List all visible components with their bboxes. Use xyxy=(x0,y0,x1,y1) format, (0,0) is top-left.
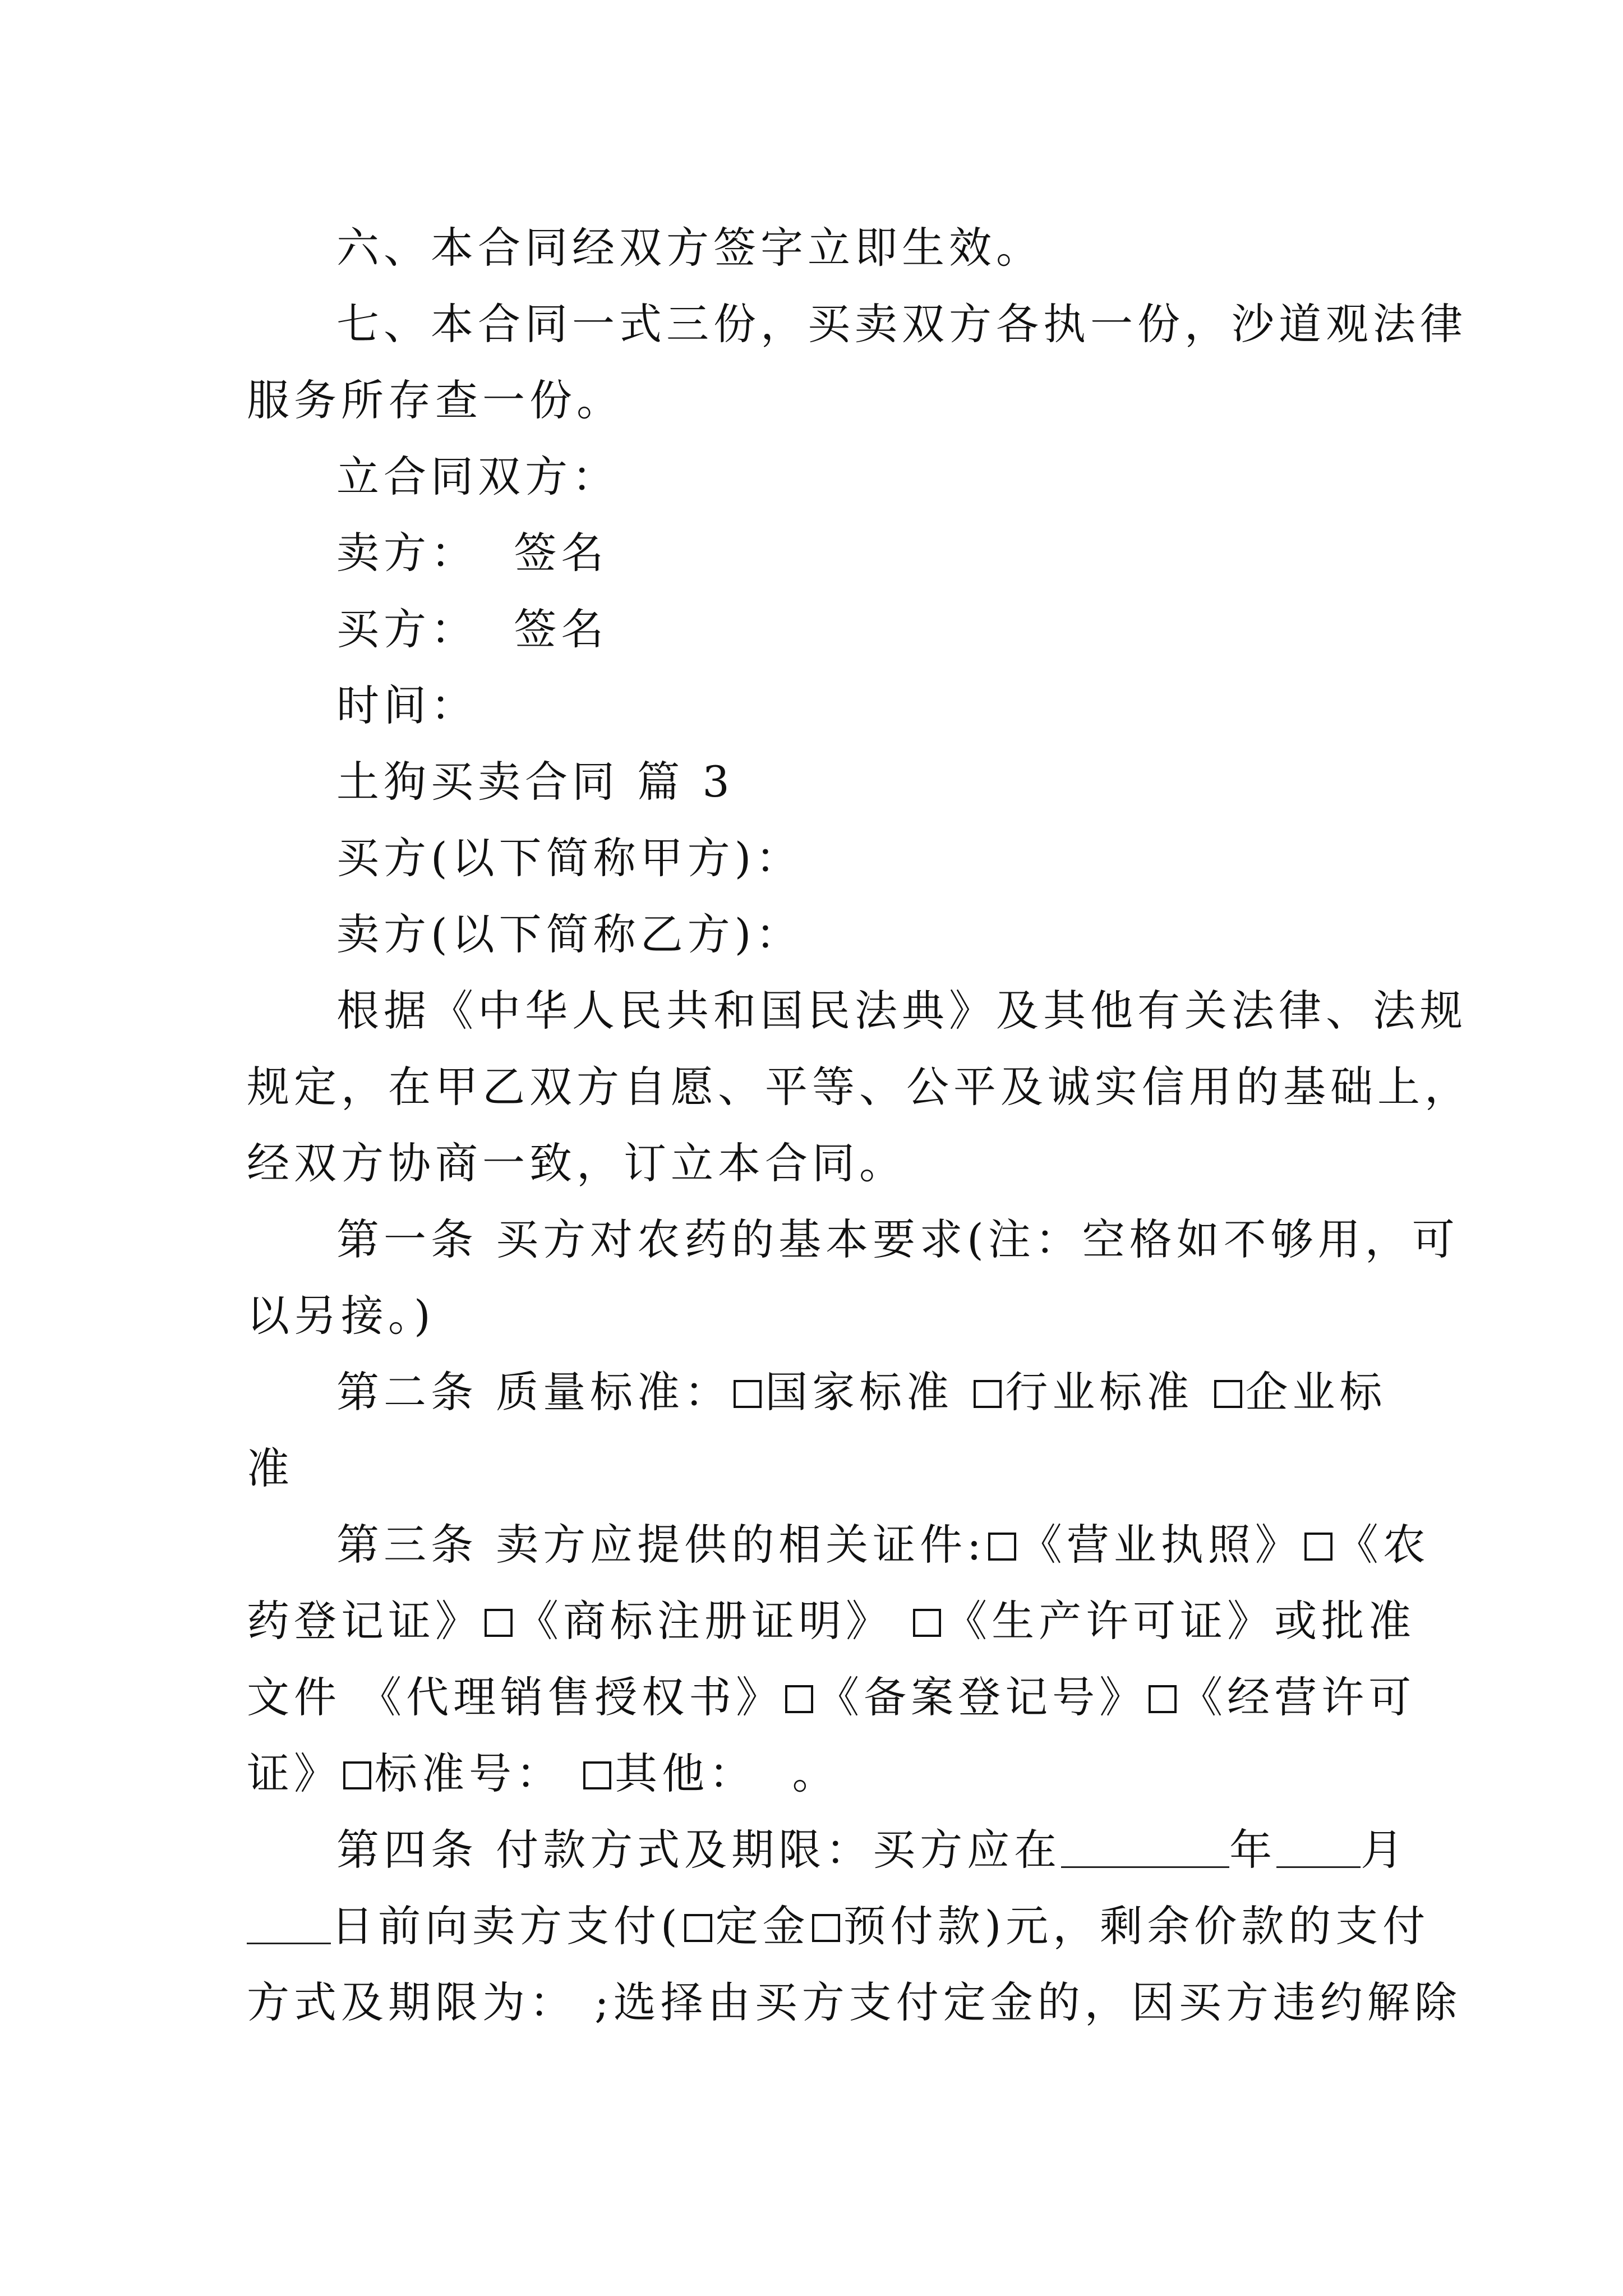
doc-pesticide-registration-end: 药登记证》 xyxy=(247,1596,482,1646)
article-three-line-2 xyxy=(247,1583,1623,1659)
article-three-line-4 xyxy=(247,1736,1623,1812)
month-label: 月 xyxy=(1361,1825,1408,1875)
article-four-line-1 xyxy=(247,1812,1623,1888)
clause-seven-line-2: 服务所存查一份。 xyxy=(247,375,624,425)
doc-other: 其他： 。 xyxy=(615,1749,840,1798)
option-national-standard: 国家标准 xyxy=(765,1367,972,1417)
article-three-line-1 xyxy=(247,1507,1623,1583)
option-enterprise-standard: 企业标 xyxy=(1245,1367,1387,1417)
buyer-party-line: 买方(以下简称甲方)： xyxy=(336,833,803,883)
month-blank xyxy=(1276,1830,1361,1868)
doc-filing-number: 《备案登记号》 xyxy=(817,1672,1147,1722)
seller-signature-line: 卖方： 签名 xyxy=(336,528,608,578)
doc-production-license: 《生产许可证》或批准 xyxy=(944,1596,1416,1646)
checkbox-icon xyxy=(1304,1533,1332,1561)
doc-trademark-certificate: 《商标注册证明》 xyxy=(516,1596,911,1646)
article-two-line-1 xyxy=(247,1354,1623,1430)
checkbox-icon xyxy=(485,1609,513,1637)
checkbox-icon xyxy=(1149,1685,1177,1713)
clause-seven-line-1: 七、本合同一式三份，买卖双方各执一份，沙道观法律 xyxy=(336,299,1467,349)
option-advance-payment: 预付款)元，剩余价款的支付 xyxy=(843,1901,1430,1951)
checkbox-icon xyxy=(1214,1380,1242,1408)
option-deposit: 定金 xyxy=(715,1901,810,1951)
day-label: 日前向卖方支付( xyxy=(331,1901,682,1951)
preamble-line-1: 根据《中华人民共和国民法典》及其他有关法律、法规 xyxy=(336,986,1467,1036)
doc-business-permit-start: 《经营许可 xyxy=(1180,1672,1416,1722)
clause-six: 六、本合同经双方签字立即生效。 xyxy=(336,223,1043,273)
preamble-line-3: 经双方协商一致，订立本合同。 xyxy=(247,1138,906,1188)
article-one-line-1: 第一条 买方对农药的基本要求(注：空格如不够用，可 xyxy=(336,1214,1459,1264)
checkbox-icon xyxy=(785,1685,813,1713)
preamble-line-2: 规定，在甲乙双方自愿、平等、公平及诚实信用的基础上， xyxy=(247,1062,1472,1112)
checkbox-icon xyxy=(684,1914,712,1942)
article-four-line-3: 方式及期限为： ;选择由买方支付定金的，因买方违约解除 xyxy=(247,1977,1461,2027)
day-blank xyxy=(247,1907,331,1944)
year-label: 年 xyxy=(1229,1825,1277,1875)
doc-business-permit-end: 证》 xyxy=(247,1749,341,1798)
doc-agency-authorization: 文件 《代理销售授权书》 xyxy=(247,1672,783,1722)
seller-party-line: 卖方(以下简称乙方)： xyxy=(336,909,803,959)
year-blank xyxy=(1061,1830,1229,1868)
checkbox-icon xyxy=(988,1533,1016,1561)
checkbox-icon xyxy=(734,1380,762,1408)
doc-business-license: 《营业执照》 xyxy=(1019,1520,1302,1570)
article-two-line-2: 准 xyxy=(247,1443,294,1493)
date-line: 时间： xyxy=(336,680,478,730)
doc-pesticide-registration-start: 《农 xyxy=(1335,1520,1430,1570)
buyer-signature-line: 买方： 签名 xyxy=(336,604,608,654)
article-two-heading: 第二条 质量标准： xyxy=(336,1367,732,1417)
checkbox-icon xyxy=(343,1761,371,1789)
article-four-heading: 第四条 付款方式及期限：买方应在 xyxy=(336,1825,1062,1875)
article-one-line-2: 以另接。) xyxy=(247,1291,435,1341)
option-industry-standard: 行业标准 xyxy=(1005,1367,1212,1417)
checkbox-icon xyxy=(974,1380,1002,1408)
checkbox-icon xyxy=(812,1914,840,1942)
signing-parties-label: 立合同双方： xyxy=(336,452,619,501)
article-three-heading: 第三条 卖方应提供的相关证件: xyxy=(336,1520,986,1570)
doc-standard-number: 标准号： xyxy=(375,1749,582,1798)
checkbox-icon xyxy=(913,1609,941,1637)
contract-text xyxy=(247,210,1623,2041)
article-three-line-3 xyxy=(247,1659,1623,1736)
article-four-line-2 xyxy=(247,1888,1623,1964)
checkbox-icon xyxy=(583,1761,611,1789)
contract-title: 土狗买卖合同 篇 3 xyxy=(336,757,734,807)
